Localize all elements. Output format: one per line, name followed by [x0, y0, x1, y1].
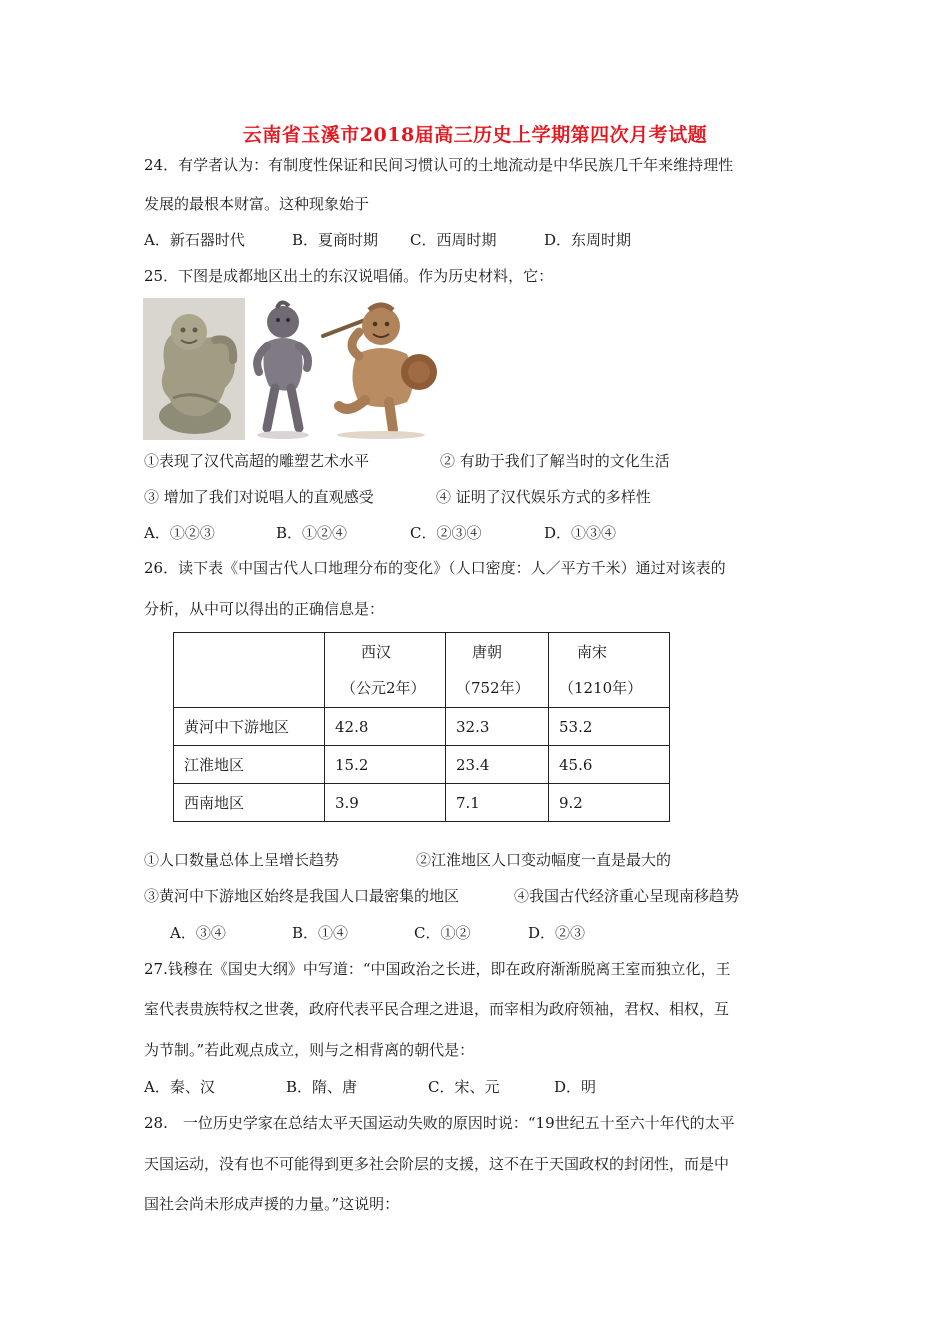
- q25-statement-1: ①表现了汉代高超的雕塑艺术水平: [144, 452, 370, 470]
- table-corner-cell: [174, 633, 325, 708]
- q25-statement-4: ④ 证明了汉代娱乐方式的多样性: [436, 488, 651, 506]
- q27-stem-line3: 为节制。”若此观点成立，则与之相背离的朝代是：: [144, 1041, 475, 1059]
- header-year: （752年）: [456, 679, 530, 697]
- q25-option-d: D．①③④: [544, 524, 617, 542]
- q26-statement-2: ②江淮地区人口变动幅度一直是最大的: [416, 851, 672, 869]
- q26-option-b: B．①④: [292, 924, 349, 942]
- q27-stem-line1: 27.钱穆在《国史大纲》中写道：“中国政治之长进，即在政府渐渐脱离王室而独立化，王: [144, 960, 731, 978]
- table-header-nansong: [549, 633, 670, 708]
- q25-statement-3: ③ 增加了我们对说唱人的直观感受: [144, 488, 374, 506]
- q24-option-a: A．新石器时代: [144, 231, 245, 249]
- value-cell: 7.1: [446, 784, 549, 822]
- value-cell: 45.6: [549, 746, 670, 784]
- q26-stem-line2: 分析，从中可以得出的正确信息是：: [144, 600, 385, 618]
- q26-statement-1: ①人口数量总体上呈增长趋势: [144, 851, 340, 869]
- value-cell: 32.3: [446, 708, 549, 746]
- value-cell: 42.8: [325, 708, 446, 746]
- q25-option-a: A．①②③: [144, 524, 215, 542]
- q26-statement-3: ③黄河中下游地区始终是我国人口最密集的地区: [144, 887, 460, 905]
- page-title: 云南省玉溪市2018届高三历史上学期第四次月考试题: [242, 124, 708, 146]
- value-cell: 23.4: [446, 746, 549, 784]
- header-name: 南宋: [577, 643, 608, 661]
- storyteller-figurine-icon: [143, 298, 245, 440]
- q28-stem-line2: 天国运动，没有也不可能得到更多社会阶层的支援，这不在于天国政权的封闭性，而是中: [144, 1155, 730, 1173]
- q24-stem-line2: 发展的最根本财富。这种现象始于: [144, 195, 370, 213]
- table-header-xihan: [325, 633, 446, 708]
- q27-option-d: D．明: [554, 1078, 597, 1096]
- figurine-photos: [143, 298, 448, 440]
- q26-option-a: A．③④: [170, 924, 226, 942]
- table-row: [174, 708, 670, 746]
- q24-option-b: B．夏商时期: [292, 231, 379, 249]
- q27-stem-line2: 室代表贵族特权之世袭，政府代表平民合理之进退，而宰相为政府领袖，君权、相权，互: [144, 1000, 730, 1018]
- q24-option-d: D．东周时期: [544, 231, 632, 249]
- population-density-table: [173, 632, 670, 822]
- q25-option-c: C．②③④: [410, 524, 482, 542]
- region-cell: 江淮地区: [174, 746, 325, 784]
- q26-statement-4: ④我国古代经济重心呈现南移趋势: [514, 887, 740, 905]
- q25-stem: 25．下图是成都地区出土的东汉说唱俑。作为历史材料，它：: [144, 267, 554, 285]
- value-cell: 9.2: [549, 784, 670, 822]
- q28-stem-line3: 国社会尚未形成声援的力量。”这说明：: [144, 1195, 400, 1213]
- drummer-figurine-icon: [319, 298, 447, 440]
- table-row: [174, 746, 670, 784]
- dancing-figurine-icon: [247, 298, 317, 440]
- q26-option-c: C．①②: [414, 924, 471, 942]
- region-cell: 黄河中下游地区: [174, 708, 325, 746]
- q26-option-d: D．②③: [528, 924, 586, 942]
- q24-option-c: C．西周时期: [410, 231, 497, 249]
- q26-stem-line1: 26．读下表《中国古代人口地理分布的变化》（人口密度：人／平方千米）通过对该表的: [144, 559, 726, 577]
- table-header-row: [174, 633, 670, 708]
- q27-option-b: B．隋、唐: [286, 1078, 358, 1096]
- header-year: （公元2年）: [341, 679, 426, 697]
- q25-statement-2: ② 有助于我们了解当时的文化生活: [440, 452, 670, 470]
- header-name: 唐朝: [472, 643, 503, 661]
- q24-stem-line1: 24．有学者认为：有制度性保证和民间习惯认可的土地流动是中华民族几千年来维持理性: [144, 156, 734, 174]
- value-cell: 15.2: [325, 746, 446, 784]
- region-cell: 西南地区: [174, 784, 325, 822]
- table-row: [174, 784, 670, 822]
- value-cell: 53.2: [549, 708, 670, 746]
- q27-option-a: A．秦、汉: [144, 1078, 215, 1096]
- header-year: （1210年）: [559, 679, 643, 697]
- q28-stem-line1: 28. 一位历史学家在总结太平天国运动失败的原因时说：“19世纪五十至六十年代的太平: [144, 1114, 735, 1132]
- q25-option-b: B．①②④: [276, 524, 348, 542]
- q27-option-c: C．宋、元: [428, 1078, 500, 1096]
- value-cell: 3.9: [325, 784, 446, 822]
- table-header-tang: [446, 633, 549, 708]
- header-name: 西汉: [361, 643, 392, 661]
